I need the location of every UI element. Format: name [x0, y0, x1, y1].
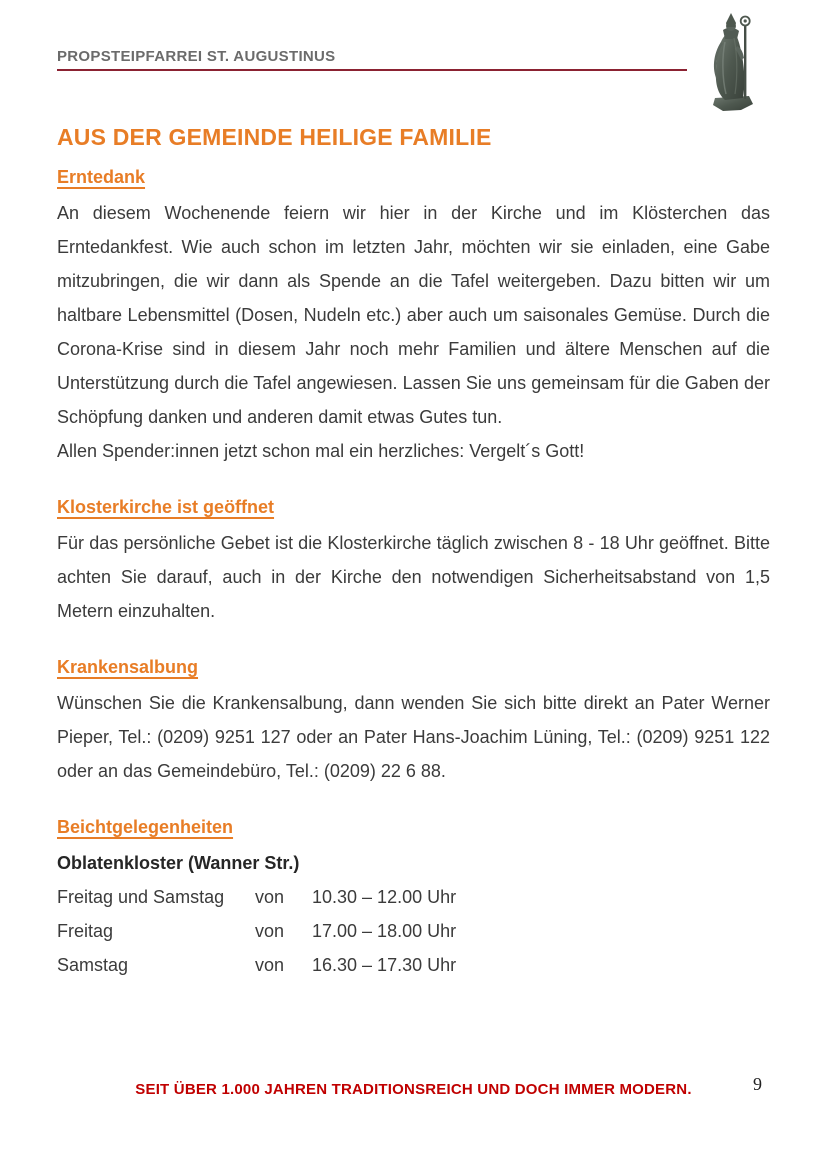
paragraph: Für das persönliche Gebet ist die Klosterkirche täglich zwischen 8 - 18 Uhr geöffnet. Bitte achten Sie darauf, auch in der Kirche den notwendigen Sicherheitsabstand von 1,5 Metern einzuhalten. — [57, 533, 770, 621]
schedule-day: Freitag — [57, 921, 114, 941]
schedule-time: 10.30 – 12.00 Uhr — [312, 887, 457, 907]
section-heading-beichtgelegenheiten: Beichtgelegenheiten — [57, 817, 234, 837]
paragraph: Allen Spender:innen jetzt schon mal ein herzliches: Vergelt´s Gott! — [57, 441, 585, 461]
st-augustinus-statue-icon — [701, 12, 763, 114]
section-heading-krankensalbung: Krankensalbung — [57, 657, 199, 677]
page-header — [57, 48, 770, 71]
schedule-row — [57, 948, 770, 982]
section-heading-erntedank: Erntedank — [57, 167, 146, 187]
location-subheading: Oblatenkloster (Wanner Str.) — [57, 853, 300, 873]
schedule-von: von — [255, 955, 285, 975]
schedule-row — [57, 880, 770, 914]
footer-slogan: SEIT ÜBER 1.000 JAHREN TRADITIONSREICH UND DOCH IMMER MODERN. — [135, 1081, 692, 1098]
schedule-von: von — [255, 921, 285, 941]
section-klosterkirche — [57, 496, 770, 628]
section-erntedank — [57, 166, 770, 468]
schedule-von: von — [255, 887, 285, 907]
schedule-row — [57, 914, 770, 948]
schedule-day: Freitag und Samstag — [57, 887, 225, 907]
header-rule — [57, 48, 687, 71]
page-title: AUS DER GEMEINDE HEILIGE FAMILIE — [57, 124, 492, 150]
section-heading-klosterkirche: Klosterkirche ist geöffnet — [57, 497, 275, 517]
schedule-day: Samstag — [57, 955, 129, 975]
section-beichtgelegenheiten — [57, 816, 770, 982]
paragraph: An diesem Wochenende feiern wir hier in der Kirche und im Klösterchen das Erntedankfest. Wie auch schon im letzten Jahr, möchten wir sie einladen, eine Gabe mitzubringen, die wir dann als Spende an die Tafel weitergeben. Dazu bitten wir um haltbare Lebensmittel (Dosen, Nudeln etc.) aber auch um saisonales Gemüse. Durch die Corona-Krise sind in diesem Jahr noch mehr Familien und ältere Menschen auf die Unterstützung durch die Tafel angewiesen. Lassen Sie uns gemeinsam für die Gaben der Schöpfung danken und anderen damit etwas Gutes tun. — [57, 203, 770, 427]
organization-title: PROPSTEIPFARREI ST. AUGUSTINUS — [57, 48, 336, 65]
paragraph: Wünschen Sie die Krankensalbung, dann wenden Sie sich bitte direkt an Pater Werner Pieper, Tel.: (0209) 9251 127 oder an Pater Hans-Joachim Lüning, Tel.: (0209) 9251 122 oder an das Gemeindebüro, Tel.: (0209) 22 6 88. — [57, 693, 770, 781]
page-number: 9 — [753, 1074, 762, 1094]
confession-schedule — [57, 880, 770, 982]
section-krankensalbung — [57, 656, 770, 788]
schedule-time: 17.00 – 18.00 Uhr — [312, 921, 457, 941]
schedule-time: 16.30 – 17.30 Uhr — [312, 955, 457, 975]
